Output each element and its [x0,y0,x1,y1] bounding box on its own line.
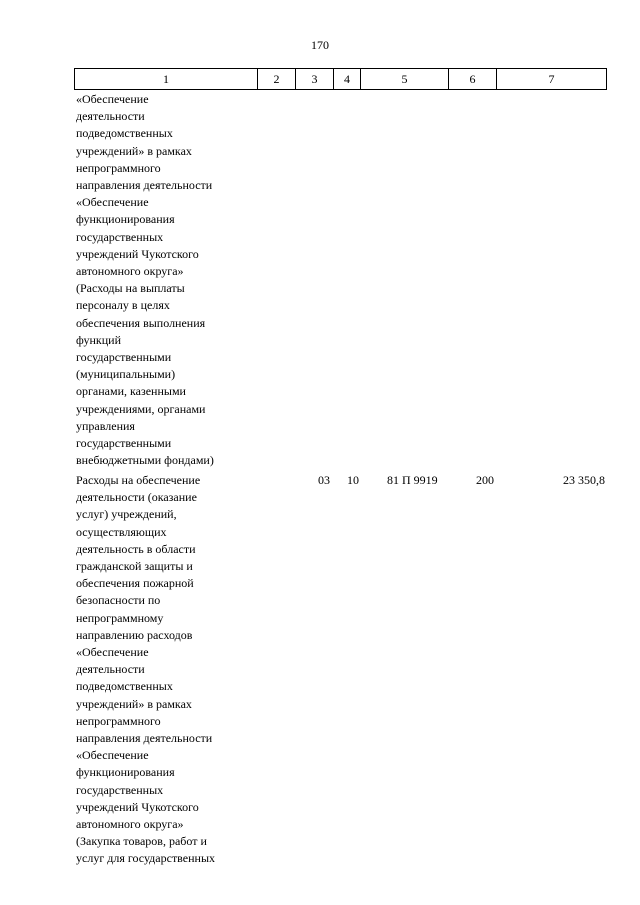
text-line: «Обеспечение [76,748,149,763]
text-line: услуг) учреждений, [76,507,177,522]
text-line: учреждений» в рамках [76,696,192,711]
text-line: учреждениями, органами [76,401,206,416]
text-line: учреждений» в рамках [76,143,192,158]
text-line: гражданской защиты и [76,559,193,574]
column-header-1: 1 [75,69,258,90]
text-line: (Закупка товаров, работ и [76,834,207,849]
text-line: управления [76,418,135,433]
column-header-3: 3 [296,69,334,90]
text-line: деятельности [76,662,145,677]
text-line: функционирования [76,765,175,780]
text-line: Расходы на обеспечение [76,473,201,487]
text-line: осуществляющих [76,524,167,539]
text-line: безопасности по [76,593,161,608]
expense-description-block-1 [76,91,266,469]
text-line: (муниципальными) [76,367,176,382]
text-line: «Обеспечение [76,92,149,106]
text-line: (Расходы на выплаты [76,281,185,296]
page-number: 170 [311,38,329,52]
expense-type-code: 200 [476,473,494,487]
column-header-row [75,69,607,90]
column-header-5: 5 [361,69,449,90]
text-line: функций [76,332,121,347]
text-line: подведомственных [76,679,173,694]
text-line: «Обеспечение [76,195,149,210]
text-line: учреждений Чукотского [76,799,199,814]
text-line: непрограммного [76,160,161,175]
text-line: подведомственных [76,126,173,141]
text-line: услуг для государственных [76,851,216,866]
text-line: непрограммного [76,713,161,728]
expense-description-block-2 [76,472,266,868]
text-line: направления деятельности [76,731,213,746]
section-code: 03 [318,473,330,487]
text-line: «Обеспечение [76,645,149,660]
column-header-2: 2 [258,69,296,90]
column-header-4: 4 [334,69,361,90]
text-line: персоналу в целях [76,298,170,313]
text-line: деятельность в области [76,541,196,556]
column-header-7: 7 [497,69,607,90]
amount-value: 23 350,8 [563,473,605,487]
text-line: направления деятельности [76,178,213,193]
text-line: деятельности [76,109,145,124]
text-line: направлению расходов [76,627,193,642]
text-line: обеспечения выполнения [76,315,206,330]
text-line: функционирования [76,212,175,227]
text-line: учреждений Чукотского [76,246,199,261]
text-line: обеспечения пожарной [76,576,194,591]
subsection-code: 10 [347,473,359,487]
text-line: государственных [76,782,164,797]
column-header-6: 6 [449,69,497,90]
text-line: государственных [76,229,164,244]
text-line: государственными [76,350,172,365]
text-line: непрограммному [76,610,164,625]
text-line: автономного округа» [76,817,184,832]
text-line: органами, казенными [76,384,186,399]
target-article-code: 81 П 9919 [387,473,438,487]
column-header-table [74,68,607,90]
text-line: внебюджетными фондами) [76,453,214,468]
text-line: государственными [76,436,172,451]
text-line: автономного округа» [76,264,184,279]
text-line: деятельности (оказание [76,490,197,505]
